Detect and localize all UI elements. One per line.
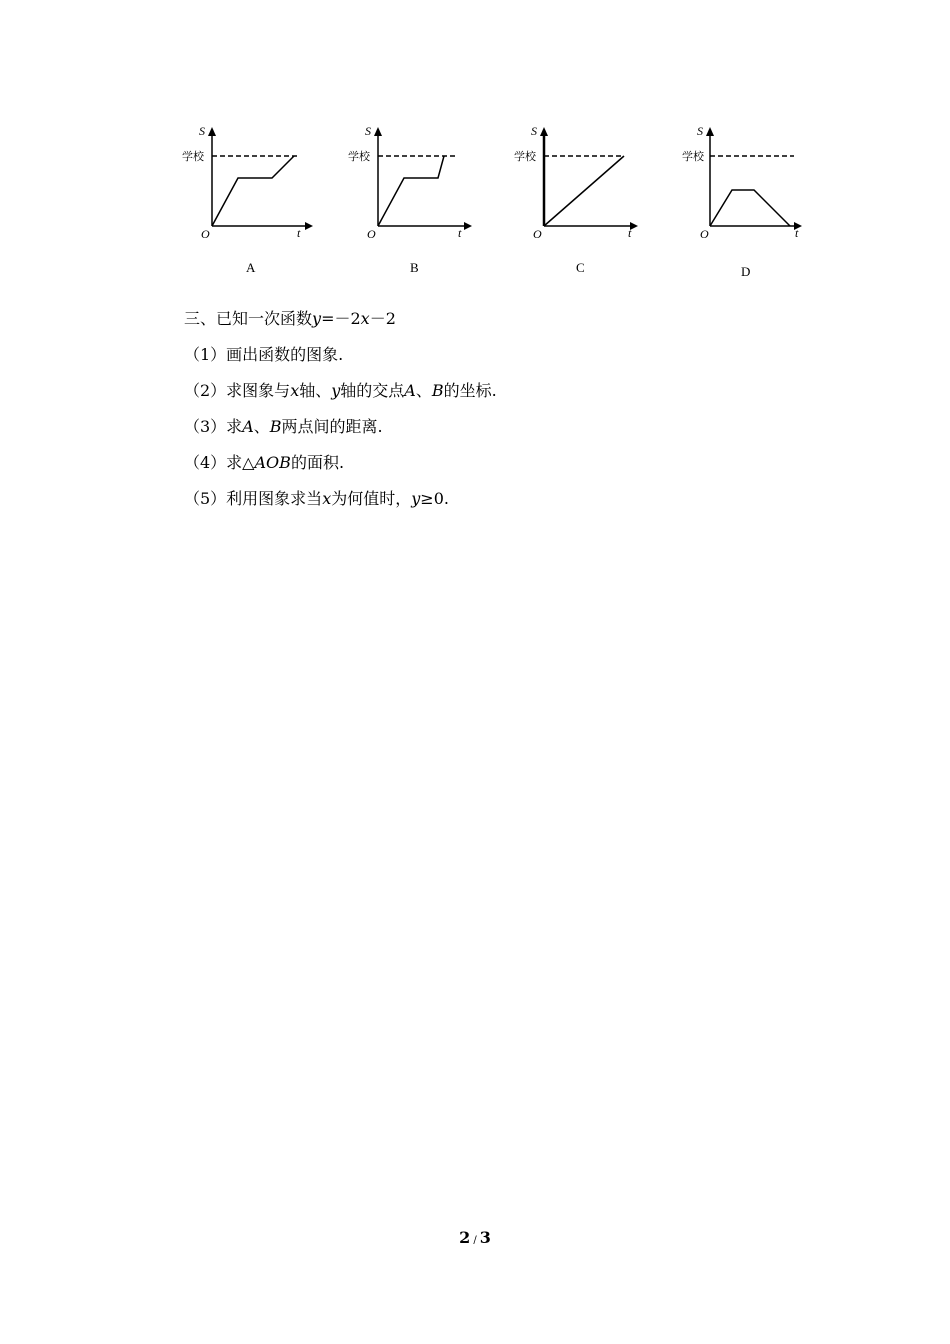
sub-question-5 <box>184 488 449 510</box>
school-label: 学校 <box>182 150 204 163</box>
graph-c-plot <box>512 118 662 288</box>
var-b: B <box>269 417 282 436</box>
distance-time-path <box>544 156 624 226</box>
title-end: －2 <box>369 309 396 328</box>
s-label: S <box>365 124 371 138</box>
school-label: 学校 <box>682 150 704 163</box>
graph-d <box>680 118 830 288</box>
t-axis-arrow <box>305 222 313 230</box>
graph-caption: A <box>246 260 256 275</box>
sub-question-4 <box>184 452 344 474</box>
var-a: A <box>404 381 416 400</box>
sub-question-1 <box>184 344 343 366</box>
page-total: 3 <box>479 1228 491 1247</box>
t-label: t <box>458 226 462 240</box>
page-current: 2 <box>459 1228 471 1247</box>
text-part: 、 <box>253 417 270 436</box>
var-x: x <box>360 309 370 328</box>
graph-caption: B <box>410 260 419 275</box>
t-label: t <box>297 226 301 240</box>
origin-label: O <box>700 227 709 241</box>
text-part: 的面积. <box>290 453 345 472</box>
text-part: 的坐标. <box>443 381 497 400</box>
t-label: t <box>628 226 632 240</box>
graph-a <box>180 118 330 288</box>
t-label: t <box>795 226 799 240</box>
distance-time-path <box>710 190 790 226</box>
text-part: 为何值时， <box>331 489 412 508</box>
sub-question-3 <box>184 416 383 438</box>
origin-label: O <box>201 227 210 241</box>
graph-caption: C <box>576 260 585 275</box>
sub-question-text: （1）画出函数的图象. <box>184 345 344 364</box>
graph-caption: D <box>741 264 751 279</box>
sub-question-2 <box>184 380 497 402</box>
question-title <box>184 308 396 330</box>
school-label: 学校 <box>514 150 536 163</box>
text-part: 轴、 <box>299 381 332 400</box>
school-label: 学校 <box>348 150 370 163</box>
var-y: y <box>411 489 421 508</box>
var-b: B <box>431 381 444 400</box>
var-y: y <box>331 381 341 400</box>
text-part: 两点间的距离. <box>281 417 383 436</box>
text-part: ≥0. <box>420 489 449 508</box>
s-axis-arrow <box>540 127 548 136</box>
text-part: 、 <box>415 381 432 400</box>
distance-time-path <box>378 156 444 226</box>
distance-time-path <box>212 156 294 226</box>
var-aob: AOB <box>254 453 291 472</box>
var-x: x <box>290 381 300 400</box>
t-axis-arrow <box>464 222 472 230</box>
s-label: S <box>697 124 703 138</box>
sub-question-text: （4）求△ <box>184 453 255 472</box>
graph-d-plot <box>680 118 830 288</box>
page-separator: / <box>473 1235 477 1246</box>
page-number <box>0 1228 950 1247</box>
graph-b-plot <box>346 118 496 288</box>
origin-label: O <box>367 227 376 241</box>
title-prefix: 三、已知一次函数 <box>184 309 313 328</box>
s-axis-arrow <box>208 127 216 136</box>
s-label: S <box>199 124 205 138</box>
sub-question-text: （3）求 <box>184 417 243 436</box>
s-axis-arrow <box>374 127 382 136</box>
var-a: A <box>242 417 254 436</box>
graph-b <box>346 118 496 288</box>
var-x: x <box>322 489 332 508</box>
sub-question-text: （5）利用图象求当 <box>184 489 323 508</box>
text-part: 轴的交点 <box>340 381 405 400</box>
title-mid: =－2 <box>321 309 361 328</box>
sub-question-text: （2）求图象与 <box>184 381 291 400</box>
s-axis-arrow <box>706 127 714 136</box>
s-label: S <box>531 124 537 138</box>
origin-label: O <box>533 227 542 241</box>
var-y: y <box>312 309 322 328</box>
graph-c <box>512 118 662 288</box>
